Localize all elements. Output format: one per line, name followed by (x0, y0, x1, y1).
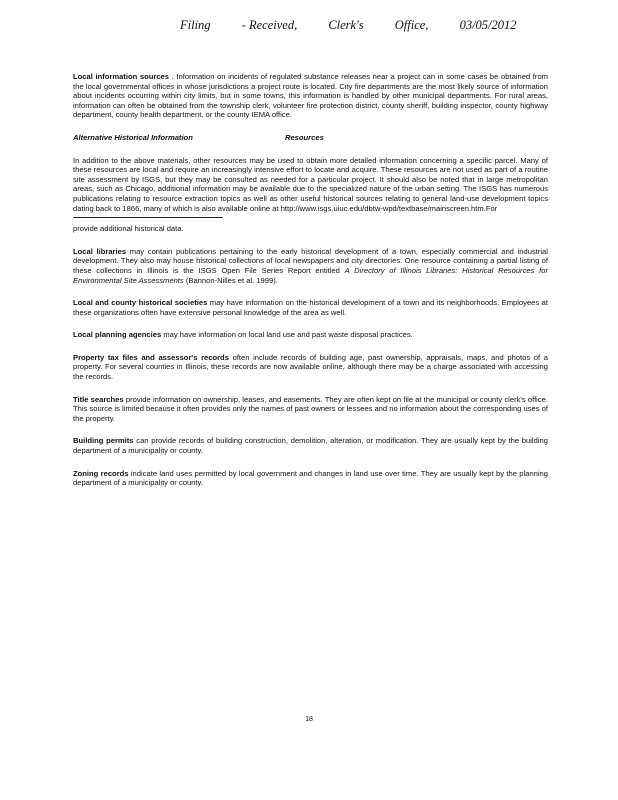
local-info-paragraph (73, 72, 548, 120)
title-search-text: provide information on ownership, leases, and easements. They are often kept on file at the municipal or county clerk's office. This source is limited because it often provides only the names of past owners or lessees and no information about the corresponding uses of the property. (73, 394, 548, 423)
provide-text: provide additional historical data. (73, 224, 184, 234)
alt-hist-title: Alternative Historical Information (73, 132, 193, 142)
filing-label: Filing (180, 18, 211, 32)
title-search-paragraph (73, 395, 548, 424)
local-info-title: Local information sources (73, 72, 170, 81)
building-paragraph (73, 436, 548, 455)
office-label: Office, (394, 18, 429, 32)
planning-title: Local planning agencies (73, 330, 162, 340)
footnote-rule (73, 217, 223, 218)
zoning-text: indicate land uses permitted by local government and changes in land use over time. They are usually kept by the planning department of a municipality or county. (73, 468, 548, 488)
libraries-text: may contain publications pertaining to the early historical development of a town, especially commercial and industrial development. They also may house historical collections of local newspapers and city directories. One resource containing a partial listing of these collections in Illinois is the ISGS Open File Series Report entitled (73, 246, 548, 275)
alt-hist-title-tail: Resources (284, 132, 324, 142)
planning-text: may have information on local land use and past waste disposal practices. (163, 330, 413, 340)
document-body (73, 72, 548, 501)
county-hist-text: may have information on the historical development of a town and its neighborhoods. Employees at these organizations often have extensive personal knowledge of the area as well. (73, 298, 548, 317)
property-tax-title: Property tax files and assessor's records (73, 352, 229, 362)
building-text: can provide records of building construction, demolition, alteration, or modification. They are usually kept by the building department of a municipality or county. (73, 436, 548, 456)
alt-hist-paragraph (73, 156, 548, 214)
zoning-title: Zoning records (73, 468, 129, 478)
received-label: - Received, (241, 18, 298, 32)
property-tax-paragraph (73, 353, 548, 382)
zoning-paragraph (73, 469, 548, 488)
libraries-paragraph (73, 247, 548, 285)
title-search-title: Title searches (73, 394, 124, 404)
building-title: Building permits (73, 436, 134, 446)
county-hist-title: Local and county historical societies (73, 298, 208, 308)
filing-date: 03/05/2012 (459, 18, 517, 32)
provide-paragraph (73, 224, 548, 234)
libraries-italic-title: A Directory of Illinois Libraries: Historical Resources for Environmental Site Assessments (73, 265, 548, 285)
libraries-citation: (Bannon-Nilles et al. 1999). (185, 275, 278, 285)
page-number: 18 (305, 716, 313, 723)
filing-header (180, 18, 545, 33)
local-info-text: . Information on incidents of regulated substance releases near a project can in some cases be obtained from the local governmental offices in whose jurisdictions a project route is located. City fire departments are the most likely source of information about incidents occurring within city limits, but in some towns, this information is handled by other municipal departments. For rural areas, information can often be obtained from the township clerk, volunteer fire protection district, county sheriff, building inspector, county highway department, county health department, or the county IEMA office. (73, 72, 548, 120)
property-tax-text: often include records of building age, past ownership, appraisals, maps, and photos of a property. For several counties in Illinois, these records are now available online, although there may be a charge associated with accessing the records. (73, 352, 548, 382)
county-hist-paragraph (73, 298, 548, 317)
alt-hist-heading (73, 133, 548, 143)
clerks-label: Clerk's (328, 18, 364, 32)
alt-hist-text: In addition to the above materials, other resources may be used to obtain more detailed information concerning a specific parcel. Many of these resources are local and require an increasingly intensive effort to locate and acquire. These resources are not used as part of a routine site assessment by ISGS, but they may be consulted as needed for a particular project. It should also be noted that in large metropolitan areas, such as Chicago, additional information may be available due to the specialized nature of the urban setting. The ISGS has numerous publications relating to resource extraction topics as well as other useful historical sources relating to general land-use development topics dating back to 1866, many of which is also available online at http://www.isgs.uiuc.edu/dbtw-wpd/textbase/mainscreen.htm.For (73, 155, 548, 213)
libraries-title: Local libraries (73, 246, 127, 256)
planning-paragraph (73, 330, 548, 340)
